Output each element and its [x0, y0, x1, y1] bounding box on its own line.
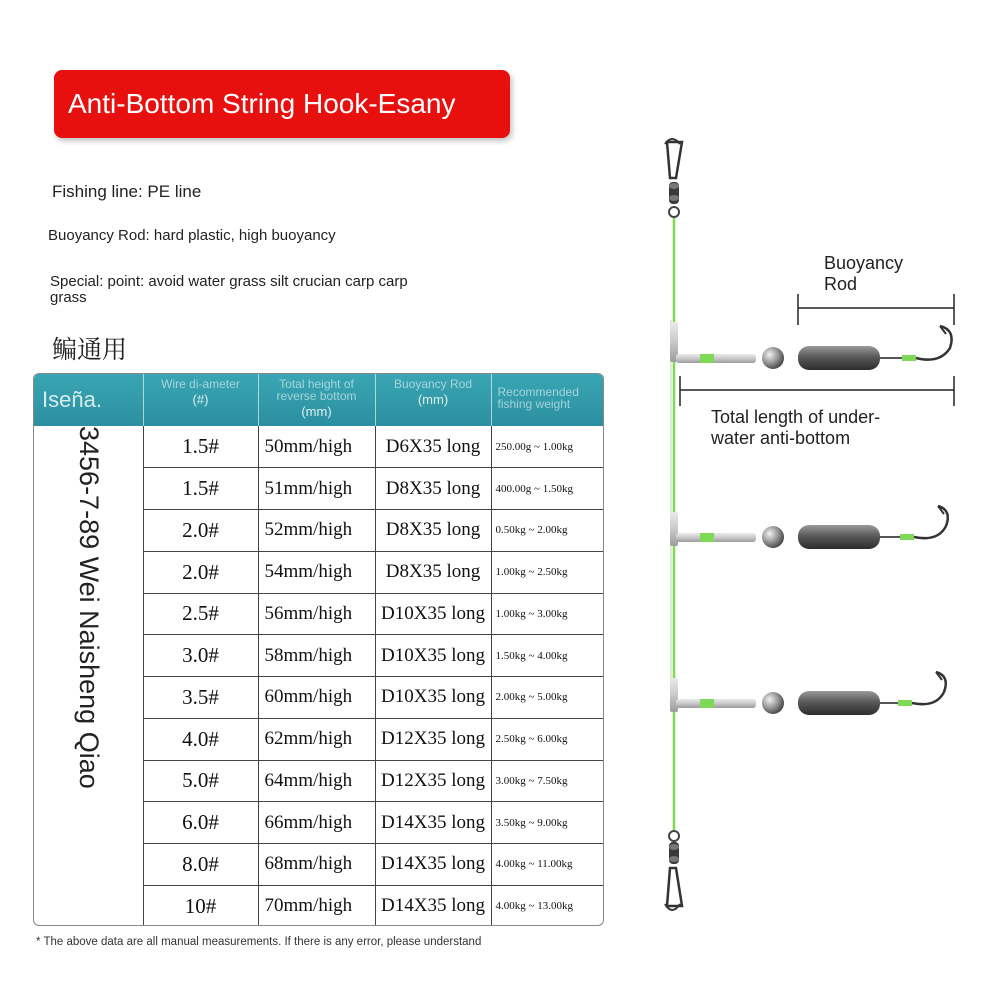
general-use-label: 鳊通用	[52, 336, 128, 364]
rod-cell: D14X35 long	[375, 802, 491, 844]
height-cell: 66mm/high	[258, 802, 375, 844]
spec-special: Special: point: avoid water grass silt crucian carp carp grass	[50, 273, 408, 306]
header-rod-unit: (mm)	[417, 392, 449, 407]
rod-cell: D8X35 long	[375, 510, 491, 552]
wire-cell: 6.0#	[143, 802, 258, 844]
weight-cell: 1.00kg ~ 2.50kg	[491, 551, 604, 593]
header-wire-label: Wire di-ameter	[161, 377, 240, 391]
row-index-cell	[34, 844, 143, 886]
weight-cell: 4.00kg ~ 11.00kg	[491, 844, 604, 886]
spec-table	[33, 373, 604, 926]
wire-cell: 1.5#	[143, 468, 258, 510]
footnote: * The above data are all manual measurements. If there is any error, please understand	[36, 936, 482, 948]
rod-cell: D6X35 long	[375, 426, 491, 468]
weight-cell: 400.00g ~ 1.50kg	[491, 468, 604, 510]
spec-fishing-line: Fishing line: PE line	[52, 182, 202, 201]
height-cell: 70mm/high	[258, 885, 375, 926]
weight-cell: 0.50kg ~ 2.00kg	[491, 510, 604, 552]
row-index-cell	[34, 677, 143, 719]
hook-rig-diagram	[640, 130, 980, 930]
wire-cell: 10#	[143, 885, 258, 926]
table-row	[34, 593, 604, 635]
weight-cell: 2.50kg ~ 6.00kg	[491, 718, 604, 760]
table-row	[34, 760, 604, 802]
weight-cell: 4.00kg ~ 13.00kg	[495, 900, 573, 913]
height-cell: 62mm/high	[258, 718, 375, 760]
table-row	[34, 426, 604, 468]
rod-cell: D8X35 long	[375, 468, 491, 510]
branch-hook-1	[670, 322, 952, 370]
height-cell: 54mm/high	[258, 551, 375, 593]
height-cell: 60mm/high	[258, 677, 375, 719]
header-rod-label: Buoyancy Rod	[393, 377, 473, 391]
table-row	[34, 718, 604, 760]
table-row	[34, 551, 604, 593]
rod-cell: D12X35 long	[375, 718, 491, 760]
row-index-cell	[34, 468, 143, 510]
buoyancy-rod-label: Buoyancy Rod	[824, 253, 904, 294]
wire-cell: 2.0#	[143, 551, 258, 593]
table-row	[34, 802, 604, 844]
height-cell: 58mm/high	[258, 635, 375, 677]
height-cell: 52mm/high	[258, 510, 375, 552]
header-no: Iseña.	[34, 374, 143, 426]
rod-cell: D14X35 long	[375, 844, 491, 886]
spec-buoyancy-rod: Buoyancy Rod: hard plastic, high buoyancy	[48, 227, 336, 244]
watermark-text: 3456-7-89 Wei Naisheng Qiao	[74, 426, 104, 789]
title-banner: Anti-Bottom String Hook-Esany	[54, 70, 510, 138]
weight-cell: 250.00g ~ 1.00kg	[491, 426, 604, 468]
header-recommended-weight: Recommended fishing weight	[497, 385, 579, 411]
wire-cell: 8.0#	[143, 844, 258, 886]
table-row	[34, 468, 604, 510]
branch-hook-2	[670, 506, 948, 549]
row-index-cell	[34, 551, 143, 593]
height-cell: 51mm/high	[258, 468, 375, 510]
rod-cell: D14X35 long	[375, 885, 491, 926]
row-index-cell	[34, 593, 143, 635]
table-row	[34, 885, 604, 926]
wire-cell: 4.0#	[143, 718, 258, 760]
row-index-cell	[34, 802, 143, 844]
wire-cell: 2.0#	[143, 510, 258, 552]
wire-cell: 5.0#	[143, 760, 258, 802]
row-index-cell	[34, 510, 143, 552]
weight-cell: 1.00kg ~ 3.00kg	[491, 593, 604, 635]
height-cell: 56mm/high	[258, 593, 375, 635]
buoyancy-rod-dimension	[798, 294, 954, 325]
wire-cell: 3.5#	[143, 677, 258, 719]
header-total-height	[258, 374, 375, 426]
height-cell: 50mm/high	[258, 426, 375, 468]
rod-cell: D10X35 long	[375, 593, 491, 635]
height-cell: 68mm/high	[258, 844, 375, 886]
wire-cell: 2.5#	[143, 593, 258, 635]
total-length-dimension	[680, 376, 954, 406]
table-row	[34, 677, 604, 719]
bottom-snap-swivel-icon	[665, 831, 682, 910]
rod-cell: D8X35 long	[375, 551, 491, 593]
row-index-cell	[34, 718, 143, 760]
row-index-cell	[34, 426, 143, 468]
table-row	[34, 844, 604, 886]
weight-cell: 1.50kg ~ 4.00kg	[491, 635, 604, 677]
row-index-cell	[34, 760, 143, 802]
table-header-row	[34, 374, 604, 426]
branch-hook-3	[670, 672, 946, 715]
rod-cell: D10X35 long	[375, 677, 491, 719]
table-row	[34, 635, 604, 677]
weight-cell: 3.00kg ~ 7.50kg	[491, 760, 604, 802]
wire-cell: 3.0#	[143, 635, 258, 677]
weight-cell: 3.50kg ~ 9.00kg	[491, 802, 604, 844]
row-index-cell	[34, 635, 143, 677]
top-snap-swivel-icon	[665, 139, 682, 217]
height-cell: 64mm/high	[258, 760, 375, 802]
header-buoyancy-rod	[375, 374, 491, 426]
weight-cell: 2.00kg ~ 5.00kg	[491, 677, 604, 719]
wire-cell: 1.5#	[143, 426, 258, 468]
header-wire-unit: (#)	[192, 392, 209, 407]
header-height-unit: (mm)	[301, 404, 332, 419]
rod-cell: D12X35 long	[375, 760, 491, 802]
table-row	[34, 510, 604, 552]
header-wire-diameter	[143, 374, 258, 426]
total-length-label: Total length of under-water anti-bottom	[711, 407, 881, 448]
header-height-label: Total height of reverse bottom	[276, 377, 357, 403]
row-index-cell	[34, 885, 143, 926]
rod-cell: D10X35 long	[375, 635, 491, 677]
